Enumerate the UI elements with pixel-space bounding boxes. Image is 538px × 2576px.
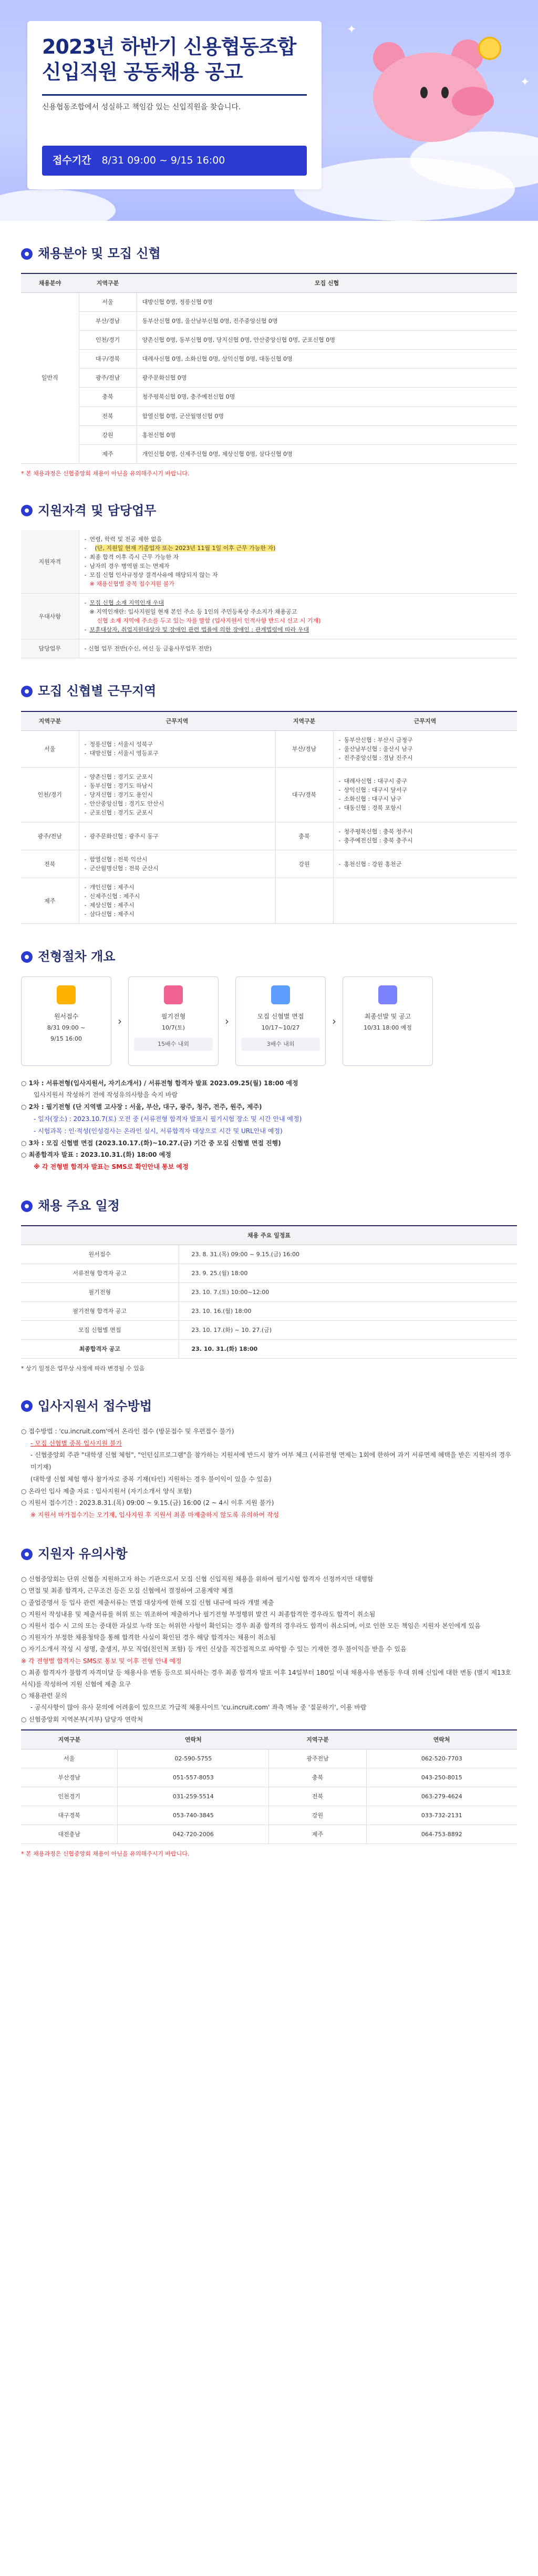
table-row: 인천/경기 - 양촌신협 : 경기도 군포시 - 동부신협 : 경기도 하남시 - 당지신협 : 경기도 용인시 - 안산중앙신협 : 경기도 안산시 - 군포신협 : 경기도 군포시 대구/경북 - 대례사신협 : 대구시 중구 - 상익신협 : 대구시 달서구 - 소화신협 : 대구시 남구 - 대동신협 : 경북 포항시 <box>21 767 517 822</box>
section-title: 입사지원서 접수방법 <box>21 1397 517 1416</box>
table-row: 서울 02-590-5755 광주전남 062-520-7703 <box>21 1749 517 1768</box>
table-row: 제주 개인신협 0명, 신제주신협 0명, 제상신협 0명, 삼다신협 0명 <box>21 444 517 463</box>
pencil-icon <box>164 985 183 1004</box>
section-bullet-icon <box>21 1400 33 1412</box>
pig-mascot <box>363 37 510 158</box>
table-row: 충북 청주평북신협 0명, 충주예전신협 0명 <box>21 388 517 406</box>
schedule-note: * 상기 일정은 업무상 사정에 따라 변경될 수 있음 <box>21 1365 145 1372</box>
sparkle-icon: ✦ <box>347 23 357 36</box>
table-row: 필기전형 23. 10. 7.(토) 10:00~12:00 <box>21 1283 517 1302</box>
notice: * 본 채용과정은 신협중앙회 채용이 아닌을 유의해주시기 바랍니다. <box>21 470 190 477</box>
caution-list: ○ 신협중앙회는 단위 신협을 지원하고자 하는 기관으로서 모집 신협 신입직원 채용을 위하여 필기시험 합격자 선정까지만 대행함 ○ 면접 및 최종 합격자, 근무조건 등은 모집 신협에서 결정하여 고용계약 체결 ○ 졸업증명서 등 입사 관련 제출서류는 면접 대상자에 한해 모집 신협 내규에 따라 개별 제출 ○ 지원서 작성내용 및 제출서류를 허위 또는 위조하여 제출하거나 필기전형 부정행위 발견 시 최종합격한 경우라도 합격이 취소됨 ○ 지원서 접수 시 고의 또는 중대한 과실로 누락 또는 허위한 사항이 확인되는 경우 최종 합격의 경우라도 합격이 취소되며, 이로 인한 모든 책임은 지원자 본인에게 있음 ○ 지원자가 부정한 채용청탁을 통해 합격한 사실이 확인된 경우 해당 합격자는 채용이 취소됨 ○ 자기소개서 작성 시 성명, 출생지, 부모 직업(친인척 포함) 등 개인 신상을 직간접적으로 파악할 수 있는 기재한 경우 불이익을 받을 수 있음 ※ 각 전형별 합격자는 SMS로 통보 및 이후 전형 안내 예정 ○ 최종 합격자가 불합격 자격미달 등 채용사유 변동 등으로 퇴사하는 경우 최종 합격자 발표 이후 14일부터 180일 이내 채용사유 변동등 우대 위해 신입에 대한 변동 (별지 제13호 서식)를 작성하여 지원 신협에 제출 요구 ○ 채용관련 문의 - 공식사항이 많아 유사 문의에 어려움이 있으므로 가급적 채용사이트 'cu.incruit.com' 좌측 메뉴 중 '질문하기', 이용 바람 ○ 신협중앙회 지역본부(지부) 담당자 연락처 <box>21 1575 511 1723</box>
person-check-icon <box>378 985 397 1004</box>
table-row: 서류전형 합격자 공고 23. 9. 25.(월) 18:00 <box>21 1264 517 1283</box>
section-bullet-icon <box>21 1200 33 1212</box>
table-row: 인천경기 031-259-5514 전북 063-279-4624 <box>21 1787 517 1806</box>
schedule-table: 채용 주요 일정표 원서접수 23. 8. 31.(목) 09:00 ~ 9.15.(금) 16:00 서류전형 합격자 공고 23. 9. 25.(월) 18:00 필기전형 23. 10. 7.(토) 10:00~12:00 필기전형 합격자 공고 23. 10. 16.(월) 18:00 모집 신협별 면접 23. 10. 17.(화) ~ 10. 27.(금) 최종합격자 공고 23. 10. 31.(화) 18:00 <box>21 1225 517 1359</box>
arrow-right-icon: › <box>118 1014 122 1027</box>
section-bullet-icon <box>21 248 33 260</box>
table-row: 대전충남 042-720-2006 제주 064-753-8892 <box>21 1825 517 1844</box>
table-row: 원서접수 23. 8. 31.(목) 09:00 ~ 9.15.(금) 16:00 <box>21 1245 517 1264</box>
hero-banner <box>0 0 538 221</box>
section-positions <box>0 244 538 478</box>
table-row: 광주/전남 - 광주문화신협 : 광주시 동구 충북 - 청주평북신협 : 충북 청주시 - 충주예전신협 : 충북 충주시 <box>21 822 517 850</box>
section-title: 지원자 유의사항 <box>21 1544 517 1564</box>
notice: * 본 채용과정은 신협중앙회 채용이 아닌을 유의해주시기 바랍니다. <box>21 1850 190 1857</box>
period-value: 8/31 09:00 ~ 9/15 16:00 <box>101 154 225 166</box>
table-row: 모집 신협별 면접 23. 10. 17.(화) ~ 10. 27.(금) <box>21 1321 517 1340</box>
table-row: 전북 함열신협 0명, 군산월명신협 0명 <box>21 406 517 425</box>
sparkle-icon: ✦ <box>520 76 530 89</box>
table-row: 전북 - 함열신협 : 전북 익산시 - 군산월명신협 : 전북 군산시 강원 - 홍천신협 : 강원 홍천군 <box>21 850 517 878</box>
application-period-bar <box>42 146 307 176</box>
document-icon <box>57 985 76 1004</box>
process-details: ○ 1차 : 서류전형(입사지원서, 자기소개서) / 서류전형 합격자 발표 2023.09.25(월) 18:00 예정 입사지원서 작성하기 전에 작성유의사항을 숙지 바람 ○ 2차 : 필기전형 (단 지역별 고사장 : 서울, 부산, 대구, 광주, 청주, 전주, 원주, 제주) - 일자(장소) : 2023.10.7(토) 오전 중 (서류전형 합격자 발표시 필기시험 장소 및 시간 안내 예정) - 시험과목 : 인·적성(인성검사는 온라인 실시, 서류합격자 대상으로 시간 및 URL안내 예정) ○ 3차 : 모집 신협별 면접 (2023.10.17.(화)~10.27.(금) 기간 중 모집 신협별 면접 진행) ○ 최종합격자 발표 : 2023.10.31.(화) 18:00 예정 ※ 각 전형별 합격자 발표는 SMS로 확인안내 통보 예정 <box>21 1079 302 1171</box>
arrow-right-icon: › <box>225 1014 229 1027</box>
step-final: 최종선발 및 공고 10/31 18:00 예정 <box>343 976 433 1066</box>
arrow-right-icon: › <box>332 1014 336 1027</box>
section-title: 채용 주요 일정 <box>21 1196 517 1216</box>
hero-divider <box>42 94 307 96</box>
section-bullet-icon <box>21 1549 33 1560</box>
section-title: 지원자격 및 담당업무 <box>21 501 517 521</box>
contacts-table: 지역구분 연락처 지역구분 연락처 서울 02-590-5755 광주전남 062-520-7703 부산경남 051-557-8053 충북 043-250-8015 인천경기 031-259-5514 전북 063-279-4624 대구경북 053-740-3845 강원 033-732-2131 대전충남 042-720-2006 제주 064-753-8892 <box>21 1729 517 1844</box>
hero-card <box>27 21 322 189</box>
cloud-decoration <box>0 189 116 221</box>
hero-subtitle: 신용협동조합에서 성실하고 책임감 있는 신입직원을 찾습니다. <box>42 103 241 111</box>
section-how-to-apply <box>0 1397 538 1522</box>
section-bullet-icon <box>21 951 33 963</box>
positions-table: 채용분야 지역구분 모집 신협 일반직 서울 대방신협 0명, 정릉신협 0명 부산/경남 동부산신협 0명, 울산남부신협 0명, 진주중앙신협 0명 인천/경기 양촌신협 0명, 동부신협 0명, 당지신협 0명, 안산중앙신협 0명, 군포신협 0명 대구/경북 대례사신협 0명, 소화신협 0명, 상익신협 0명, 대동신협 0명 광주/전남 광주문화신협 0명 충북 청주평북신협 0명, 충주예전신협 0명 전북 함열신협 0명, 군산월명신협 0명 강원 홍천신협 0명 제주 개인신협 0명, 신제주신협 0명, 제상신협 0명, 삼다신협 0명 <box>21 273 517 463</box>
section-bullet-icon <box>21 686 33 697</box>
application-instructions: ○ 접수방법 : 'cu.incruit.com'에서 온라인 접수 (방문접수 및 우편접수 불가) - 모집 신협별 중복 입사지원 불가 - 신협중앙회 주관 "대학생 신협 체험", "인턴십프로그램"을 참가하는 지원서에 반드시 참가 여부 체크 (서류전형 면제는 1회에 한하여 과거 서류면제 혜택을 받은 지원자의 경우 미기재) (대학생 신협 체험 행사 참가자로 중복 기재(타인) 지원하는 경우 불이익이 있을 수 있음) ○ 온라인 입사 제출 자료 : 입사지원서 (자기소개서 양식 포함) ○ 지원서 접수기간 : 2023.8.31.(목) 09:00 ~ 9.15.(금) 16:00 (2 ~ 4시 이후 지원 불가) ※ 지원서 마가접수기는 오기재, 입사지원 후 지원서 최종 마제출하지 않도록 유의하여 작성 <box>21 1427 511 1519</box>
step-application: 원서접수 8/31 09:00 ~ 9/15 16:00 <box>21 976 111 1066</box>
locations-table: 지역구분 근무지역 지역구분 근무지역 서울 - 정릉신협 : 서울시 성북구 - 대방신협 : 서울시 영등포구 부산/경남 - 동부산신협 : 부산시 금정구 - 울산남부신협 : 울산시 남구 - 진주중앙신협 : 경남 진주시 인천/경기 - 양촌신협 : 경기도 군포시 - 동부신협 : 경기도 하남시 - 당지신협 : 경기도 용인시 - 안산중앙신협 : 경기도 안산시 - 군포신협 : 경기도 군포시 대구/경북 - 대례사신협 : 대구시 중구 - 상익신협 : 대구시 달서구 - 소화신협 : 대구시 남구 - 대동신협 : 경북 포항시 광주/전남 - 광주문화신협 : 광주시 동구 충북 - 청주평북신협 : 충북 청주시 - 충주예전신협 : 충북 충주시 전북 - 함열신협 : 전북 익산시 - 군산월명신협 : 전북 군산시 강원 - 홍천신협 : 강원 홍천군 제주 - 개인신협 : 제주시 - 신제주신협 : 제주시 - 제상신협 : 제주시 - 삼다신협 : 제주시 <box>21 711 517 924</box>
section-cautions <box>0 1544 538 1858</box>
hero-title-sub: 신입직원 공동채용 공고 <box>42 60 243 84</box>
section-title: 채용분야 및 모집 신협 <box>21 244 517 263</box>
table-row: 일반직 서울 대방신협 0명, 정릉신협 0명 <box>21 293 517 312</box>
table-row: 강원 홍천신협 0명 <box>21 425 517 444</box>
table-row: 대구경북 053-740-3845 강원 033-732-2131 <box>21 1806 517 1825</box>
section-qualifications <box>0 501 538 659</box>
section-title: 전형절차 개요 <box>21 947 517 966</box>
section-bullet-icon <box>21 505 33 516</box>
table-row: 필기전형 합격자 공고 23. 10. 16.(월) 18:00 <box>21 1302 517 1321</box>
table-row: 광주/전남 광주문화신협 0명 <box>21 369 517 388</box>
table-row: 서울 - 정릉신협 : 서울시 성북구 - 대방신협 : 서울시 영등포구 부산/경남 - 동부산신협 : 부산시 금정구 - 울산남부신협 : 울산시 남구 - 진주중앙신협 : 경남 진주시 <box>21 730 517 767</box>
people-icon <box>271 985 290 1004</box>
table-row: 부산경남 051-557-8053 충북 043-250-8015 <box>21 1768 517 1787</box>
section-process <box>0 947 538 1173</box>
table-row: 부산/경남 동부산신협 0명, 울산남부신협 0명, 진주중앙신협 0명 <box>21 312 517 331</box>
table-row: 제주 - 개인신협 : 제주시 - 신제주신협 : 제주시 - 제상신협 : 제주시 - 삼다신협 : 제주시 <box>21 878 517 924</box>
step-written-test: 필기전형 10/7(토) 15배수 내외 <box>128 976 219 1066</box>
table-row: 대구/경북 대례사신협 0명, 소화신협 0명, 상익신협 0명, 대동신협 0명 <box>21 350 517 369</box>
section-title: 모집 신협별 근무지역 <box>21 681 517 701</box>
process-steps <box>21 976 517 1066</box>
qualifications-table: 지원자격 - 연령, 학력 및 전공 제한 없음 - (단, 지원일 현재 기졸업자 또는 2023년 11월 1일 이후 근무 가능한 자) - 최종 합격 이후 즉시 근무 가능한 자 - 남자의 경우 병역필 또는 면제자 - 모집 신협 인사규정상 결격사유에 해당되지 않는 자 ※ 채용신협별 중복 접수지원 불가 우대사항 - 모집 신협 소재 지역인재 우대 ※ 지역인재란: 입사지원일 현재 본인 주소 등 1인의 주민등록상 주소지가 채용공고 신협 소재 지역에 주소를 두고 있는 자를 말함 (입사지원서 인적사항 반드시 신고 시 기재) - 보훈대상자, 취업지원대상자 및 장애인 관련 법률에 의한 장애인 : 관계법령에 따라 우대 담당업무 - 신협 업무 전반(수신, 여신 등 금융사무업무 전반) <box>21 530 517 659</box>
period-label: 접수기간 <box>53 154 91 166</box>
coin-icon <box>478 37 501 60</box>
section-work-locations <box>0 681 538 924</box>
table-row: 최종합격자 공고 23. 10. 31.(화) 18:00 <box>21 1340 517 1359</box>
hero-title: 2023년 하반기 신용협동조합 <box>42 35 296 58</box>
table-row: 인천/경기 양촌신협 0명, 동부신협 0명, 당지신협 0명, 안산중앙신협 0명, 군포신협 0명 <box>21 331 517 350</box>
section-schedule <box>0 1196 538 1373</box>
step-interview: 모집 신협별 면접 10/17~10/27 3배수 내외 <box>235 976 326 1066</box>
